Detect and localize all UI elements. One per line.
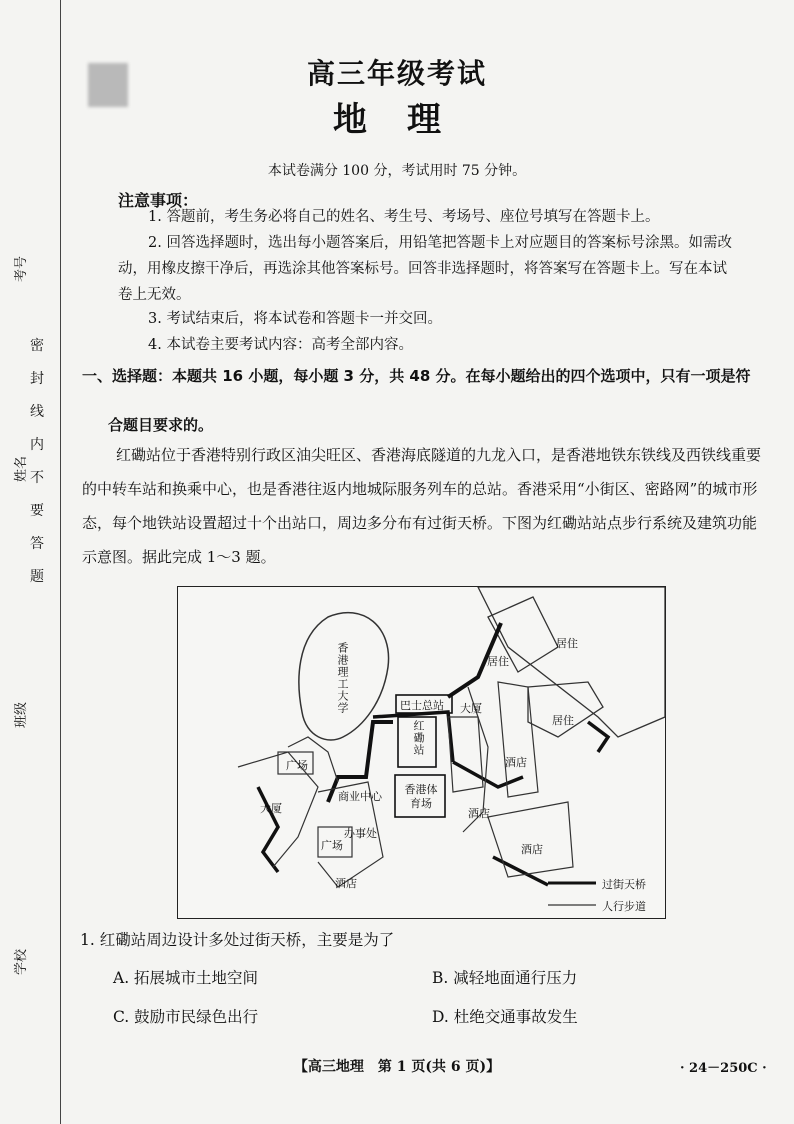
label-residence-3: 居住 — [552, 714, 574, 727]
class-label: 班级 — [14, 701, 29, 728]
exam-number-label: 考号 — [14, 255, 29, 282]
label-hotel-3: 酒店 — [521, 843, 543, 856]
page-footer: 【高三地理 第 1 页(共 6 页)】 — [293, 1059, 501, 1075]
passage: 红磡站位于香港特别行政区油尖旺区、香港海底隧道的九龙入口，是香港地铁东铁线及西铁线重要的中转车站和换乘中心，也是香港往返内地城际服务列车的总站。香港采用“小街区、密路网”的城市形态，每个地铁站设置超过十个出站口，周边多分布有过街天桥。下图为红磡站站点步行系统及建筑功能示意图。据此完成 1～3 题。 — [82, 446, 762, 566]
legend-footbridge: 过街天桥 — [602, 878, 646, 891]
section-title: 一、选择题：本题共 16 小题，每小题 3 分，共 48 分。在每小题给出的四个选项中，只有一项是符 — [82, 367, 751, 385]
name-label: 姓名 — [14, 455, 29, 482]
label-hotel-4: 酒店 — [335, 877, 357, 890]
paper-code: · 24－250C · — [680, 1061, 767, 1076]
label-building-2: 大厦 — [260, 802, 282, 815]
label-hotel-2: 酒店 — [468, 807, 490, 820]
legend-walkway: 人行步道 — [602, 900, 646, 913]
option-a: A. 拓展城市土地空间 — [113, 969, 259, 987]
label-plaza-1: 广场 — [286, 759, 308, 772]
label-residence-1: 居住 — [556, 637, 578, 650]
notice-item-3: 3. 考试结束后，将本试卷和答题卡一并交回。 — [148, 311, 442, 327]
seal-line-notice: 密封线内不要答题 — [30, 338, 44, 585]
label-hotel-1: 酒店 — [505, 756, 527, 769]
label-station: 红磡站 — [412, 720, 425, 756]
subject-title: 地理 — [333, 100, 481, 140]
question-1-stem: 1. 红磡站周边设计多处过街天桥，主要是为了 — [80, 931, 395, 949]
label-university: 香港理工大学 — [336, 642, 349, 714]
exam-info: 本试卷满分 100 分，考试用时 75 分钟。 — [267, 163, 527, 179]
label-business-center: 商业中心 — [338, 790, 382, 803]
notice-item-1: 1. 答题前，考生务必将自己的姓名、考生号、考场号、座位号填写在答题卡上。 — [148, 209, 660, 225]
notice-item-4: 4. 本试卷主要考试内容：高考全部内容。 — [148, 337, 413, 353]
school-label: 学校 — [14, 948, 29, 975]
label-bus-terminal: 巴士总站 — [400, 699, 444, 712]
label-plaza-2: 广场 — [321, 839, 343, 852]
notice-item-2: 2. 回答选择题时，选出每小题答案后，用铅笔把答题卡上对应题目的答案标号涂黑。如需改动，用橡皮擦干净后，再选涂其他答案标号。回答非选择题时，将答案写在答题卡上。写在本试卷上无效。 — [118, 235, 732, 303]
label-stadium: 香港体育场 — [404, 783, 438, 810]
section-title-cont: 合题目要求的。 — [108, 416, 214, 434]
label-office: 办事处 — [344, 827, 377, 840]
map-figure — [177, 586, 666, 919]
notice-heading: 注意事项： — [118, 191, 199, 210]
label-building-1: 大厦 — [460, 702, 482, 715]
option-d: D. 杜绝交通事故发生 — [432, 1008, 578, 1026]
exam-title: 高三年级考试 — [306, 57, 487, 90]
option-b: B. 减轻地面通行压力 — [432, 969, 578, 987]
label-residence-2: 居住 — [487, 655, 509, 668]
option-c: C. 鼓励市民绿色出行 — [113, 1008, 259, 1026]
